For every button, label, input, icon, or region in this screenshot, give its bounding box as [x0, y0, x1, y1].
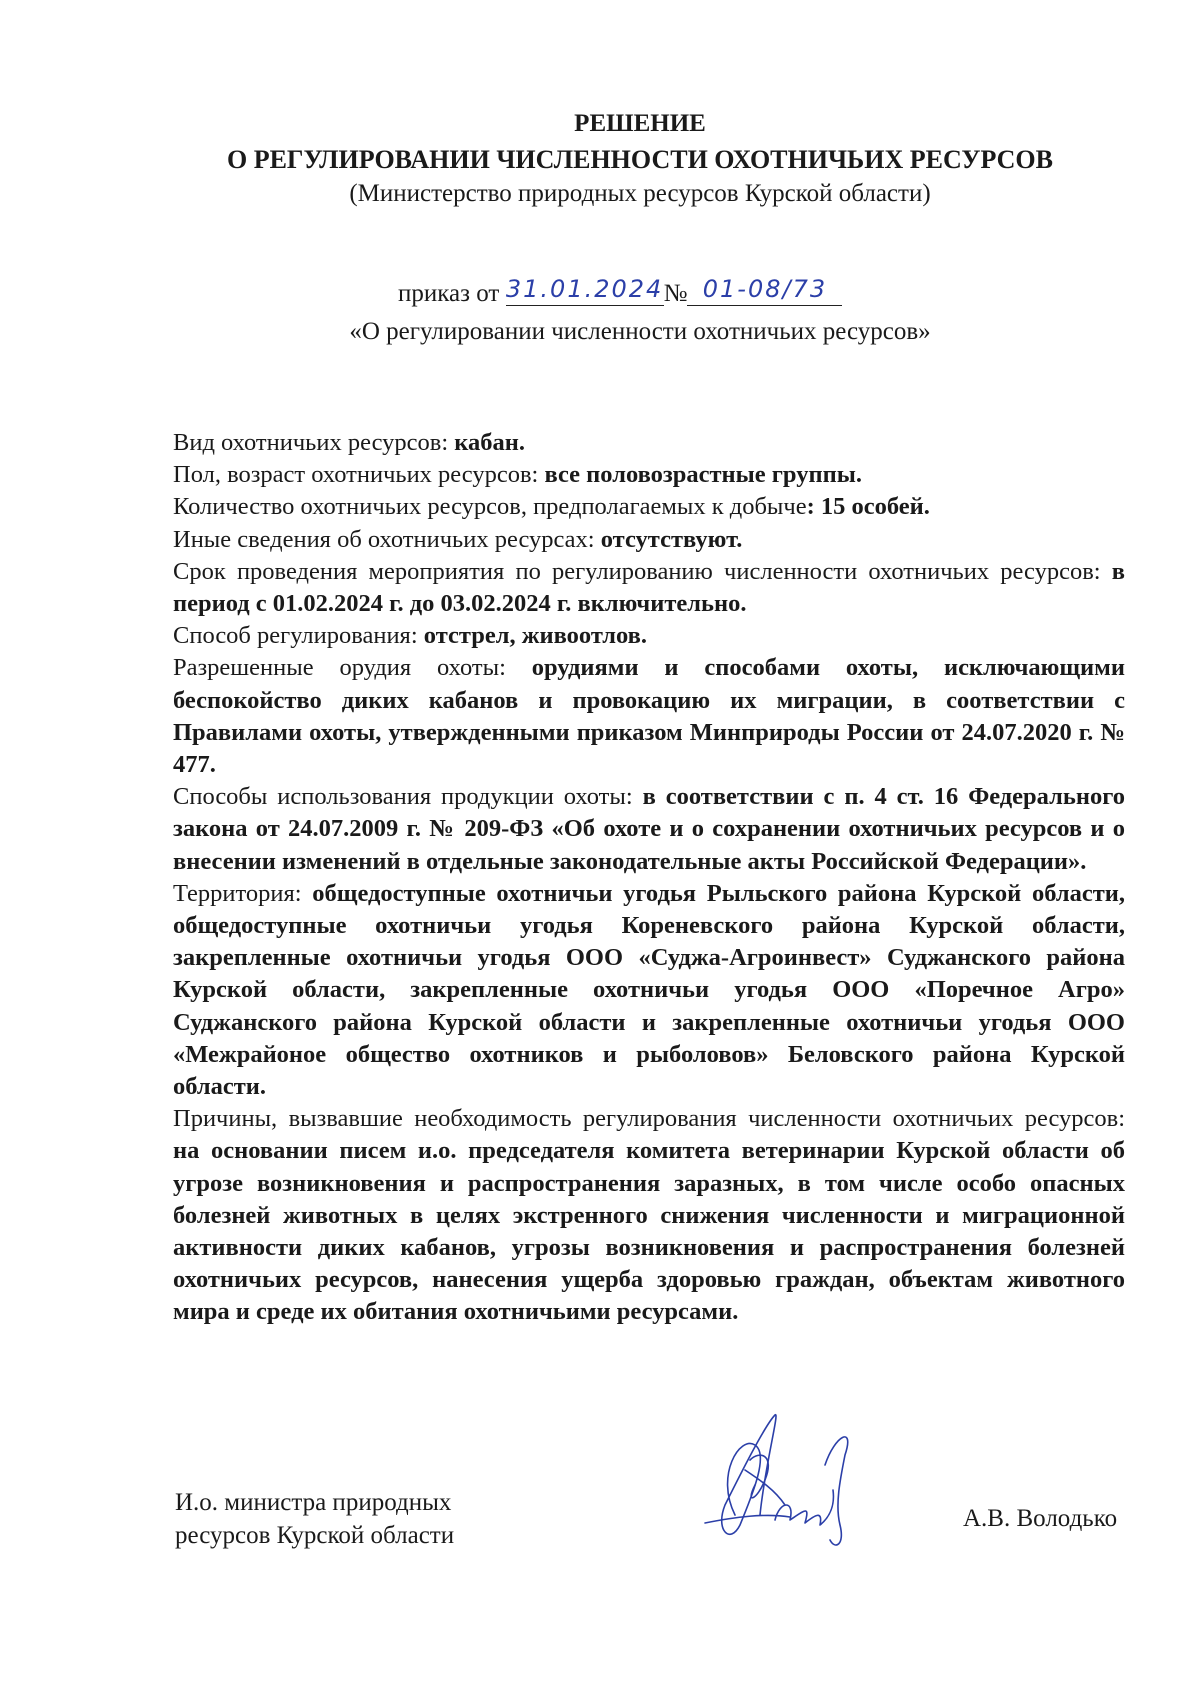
field-value: отстрел, живоотлов.	[423, 622, 648, 650]
order-subject: «О регулировании численности охотничьих ресурсов»	[349, 318, 931, 345]
signatory-position-line1: И.о. министра природных	[175, 1489, 452, 1516]
field-reasons	[173, 1103, 1125, 1328]
field-territory	[173, 878, 1125, 1103]
field-label: Количество охотничьих ресурсов, предполагаемых к добыче	[173, 493, 807, 521]
field-label: Территория:	[173, 879, 313, 907]
field-label: Срок проведения мероприятия по регулированию численности охотничьих ресурсов:	[173, 557, 1112, 585]
field-label: Способы использования продукции охоты:	[173, 783, 643, 811]
issuing-authority: (Министерство природных ресурсов Курской области)	[349, 180, 931, 207]
order-prefix: приказ от	[398, 280, 500, 307]
field-species	[173, 427, 1125, 459]
document-title: РЕШЕНИЕ	[574, 110, 706, 137]
order-number-sign: №	[663, 280, 688, 307]
field-value: : 15 особей.	[806, 493, 930, 521]
field-value: орудиями и способами охоты, исключающими беспокойство диких кабанов и провокацию их миграции, в соответствии с Правилами охоты, утвержденными приказом Минприроды России от 24.07.2020 г. № 477.	[173, 654, 1125, 779]
field-value: на основании писем и.о. председателя комитета ветеринарии Курской области об угрозе возникновения и распространения заразных, в том числе особо опасных болезней животных в целях экстренного снижения численности и миграционной активности диких кабанов, угрозы возникновения и распространения болезней охотничьих ресурсов, нанесения ущерба здоровью граждан, объектам животного мира и среде их обитания охотничьими ресурсами.	[173, 1137, 1125, 1326]
signatory-name: А.В. Володько	[963, 1505, 1118, 1532]
order-reference	[398, 275, 842, 308]
field-product-use	[173, 781, 1125, 878]
field-other-info	[173, 524, 1125, 556]
handwritten-signature	[695, 1405, 895, 1555]
field-label: Способ регулирования:	[173, 622, 424, 650]
field-hunting-tools	[173, 652, 1125, 781]
field-value: все половозрастные группы.	[544, 461, 862, 489]
order-number-blank	[687, 275, 842, 306]
field-quantity	[173, 491, 1125, 523]
decision-body	[173, 427, 1125, 1329]
field-label: Вид охотничьих ресурсов:	[173, 429, 455, 456]
document-subtitle: О РЕГУЛИРОВАНИИ ЧИСЛЕННОСТИ ОХОТНИЧЬИХ РЕСУРСОВ	[226, 145, 1054, 174]
field-label: Пол, возраст охотничьих ресурсов:	[173, 461, 545, 489]
field-value: отсутствуют.	[600, 525, 743, 553]
signatory-position-line2: ресурсов Курской области	[175, 1522, 455, 1549]
field-period	[173, 556, 1125, 620]
field-value: общедоступные охотничьи угодья Рыльского района Курской области, общедоступные охотничьи угодья Кореневского района Курской области, закрепленные охотничьи угодья ООО «Суджа-Агроинвест» Суджанского района Курской области, закрепленные охотничьи угодья ООО «Поречное Агро» Суджанского района Курской области и закрепленные охотничьи угодья ООО «Межрайоное общество охотников и рыболовов» Беловского района Курской области.	[173, 879, 1125, 1101]
field-value: в соответствии с п. 4 ст. 16 Федерального закона от 24.07.2009 г. № 209-ФЗ «Об охоте и о сохранении охотничьих ресурсов и о внесении изменений в отдельные законодательные акты Российской Федерации».	[173, 783, 1125, 875]
field-label: Разрешенные орудия охоты:	[173, 654, 532, 682]
field-method	[173, 620, 1125, 652]
field-label: Иные сведения об охотничьих ресурсах:	[173, 525, 601, 553]
field-label: Причины, вызвавшие необходимость регулирования численности охотничьих ресурсов:	[173, 1105, 1125, 1133]
order-date-handwritten: 31.01.2024	[505, 275, 664, 303]
order-date-blank	[505, 275, 664, 306]
order-number-handwritten: 01-08/73	[702, 275, 828, 303]
field-sex-age	[173, 459, 1125, 491]
signatory-position	[175, 1486, 454, 1552]
field-value: кабан.	[454, 429, 525, 456]
field-value: в период с 01.02.2024 г. до 03.02.2024 г. включительно.	[173, 557, 1125, 618]
